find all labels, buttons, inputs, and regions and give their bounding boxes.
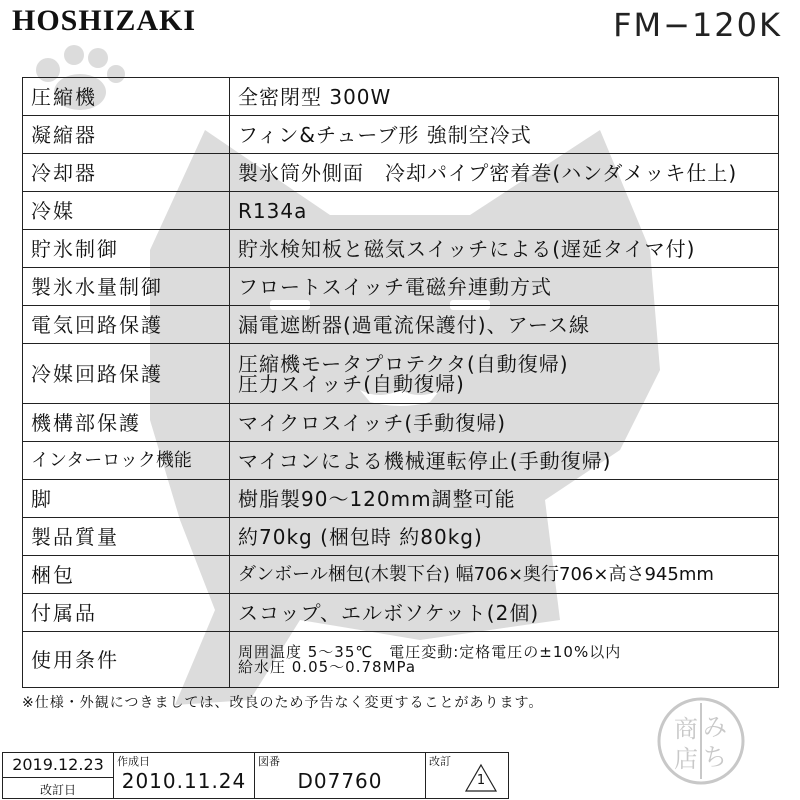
spec-label: 使用条件 [23,632,230,688]
spec-label: 冷却器 [23,154,230,192]
table-row [23,518,779,556]
table-row [23,632,779,688]
spec-value-line: 圧縮機モータプロテクタ(自動復帰) [238,351,569,376]
spec-label: 機構部保護 [23,404,230,442]
stamp-char: み [703,713,727,741]
spec-value [230,344,779,404]
stamp-char: ち [703,743,727,771]
revision-date: 2019.12.23 [3,753,113,778]
drawing-number-cell [255,753,426,799]
spec-value-line: 周囲温度 5〜35℃ 電圧変動:定格電圧の±10%以内 [238,642,622,661]
spec-label: 付属品 [23,594,230,632]
table-row [23,116,779,154]
spec-label: 冷媒回路保護 [23,344,230,404]
title-block [2,752,509,799]
spec-value: スコップ、エルボソケット(2個) [230,594,779,632]
disclaimer-note: ※仕様・外観につきましては、改良のため予告なく変更することがあります。 [22,695,544,711]
spec-value: 約70kg (梱包時 約80kg) [230,518,779,556]
revision-date-label: 改訂日 [39,783,76,797]
revision-label: 改訂 [429,755,451,768]
revision-number: 1 [476,773,486,788]
spec-table [22,77,779,688]
spec-value: 漏電遮断器(過電流保護付)、アース線 [230,306,779,344]
model-number: FM−120K [613,6,782,44]
table-row [23,268,779,306]
spec-value [230,632,779,688]
shop-stamp-icon [655,695,747,787]
spec-value-line: 圧力スイッチ(自動復帰) [238,371,465,396]
revision-date-cell [3,753,114,799]
spec-value: 貯氷検知板と磁気スイッチによる(遅延タイマ付) [230,230,779,268]
spec-value: フィン&チューブ形 強制空冷式 [230,116,779,154]
spec-label: 製品質量 [23,518,230,556]
spec-value: R134a [230,192,779,230]
table-row [23,344,779,404]
stamp-char: 店 [674,745,698,773]
table-row [23,594,779,632]
table-row [23,78,779,116]
spec-label: 貯氷制御 [23,230,230,268]
spec-label: 凝縮器 [23,116,230,154]
spec-label: 梱包 [23,556,230,594]
table-row [23,480,779,518]
created-date-cell [114,753,255,799]
spec-value: マイクロスイッチ(手動復帰) [230,404,779,442]
brand-logo: HOSHIZAKI [12,4,197,37]
spec-value: ダンボール梱包(木製下台) 幅706×奥行706×高さ945mm [230,556,779,594]
table-row [23,192,779,230]
stamp-char: 商 [674,715,698,743]
spec-value: 全密閉型 300W [230,78,779,116]
spec-label: インターロック機能 [23,442,230,480]
table-row [23,230,779,268]
spec-value: フロートスイッチ電磁弁連動方式 [230,268,779,306]
revision-cell [426,753,509,799]
table-row [23,154,779,192]
spec-value: マイコンによる機械運転停止(手動復帰) [230,442,779,480]
spec-value-line: 給水圧 0.05〜0.78MPa [238,657,417,676]
drawing-number-label: 図番 [258,755,280,768]
table-row [23,442,779,480]
spec-value: 樹脂製90〜120mm調整可能 [230,480,779,518]
table-row [23,556,779,594]
table-row [23,404,779,442]
spec-label: 製氷水量制御 [23,268,230,306]
spec-value: 製氷筒外側面 冷却パイプ密着巻(ハンダメッキ仕上) [230,154,779,192]
created-label: 作成日 [117,755,150,768]
spec-label: 脚 [23,480,230,518]
spec-label: 冷媒 [23,192,230,230]
drawing-number: D07760 [297,769,383,793]
spec-label: 電気回路保護 [23,306,230,344]
spec-label: 圧縮機 [23,78,230,116]
created-date: 2010.11.24 [121,769,247,793]
table-row [23,306,779,344]
